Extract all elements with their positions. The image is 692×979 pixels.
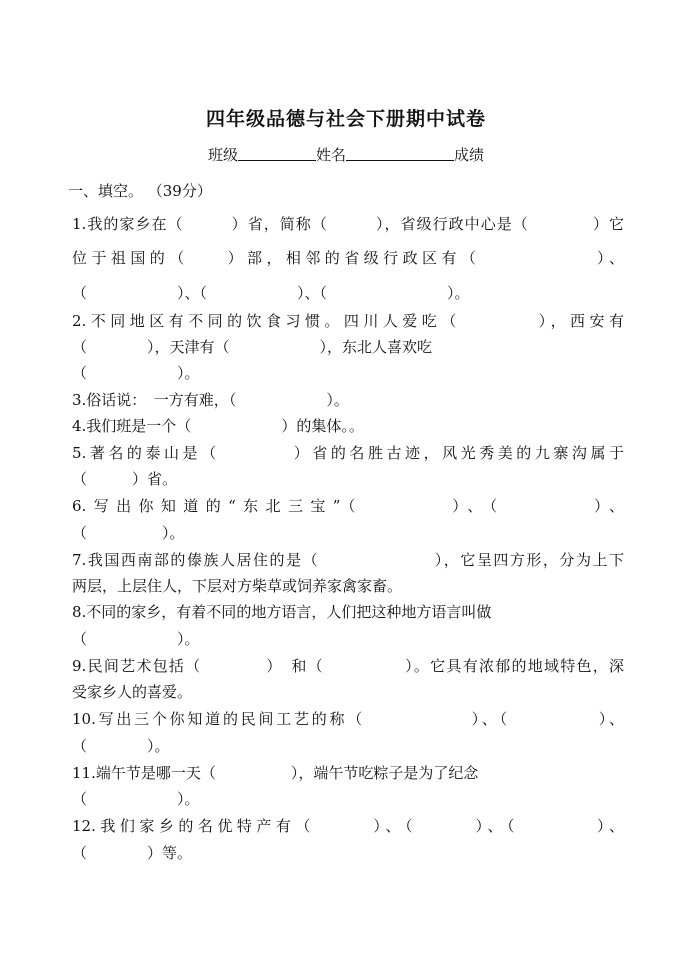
section-heading: 一、填空。 （39分）: [68, 182, 212, 200]
question-line: 1.我的家乡在（ ）省，简称（ ），省级行政中心是（ ）它: [72, 215, 624, 233]
name-label: 姓名: [315, 146, 346, 164]
question-line: 12.我们家乡的名优特产有（ ）、（ ）、（ ）、: [72, 817, 624, 835]
question-line: （ ）。: [72, 790, 200, 808]
question-line: 9.民间艺术包括（ ） 和（ ）。它具有浓郁的地域特色，深: [72, 657, 624, 675]
question-line: 6.写出你知道的“东北三宝”（ ）、（ ）、: [72, 497, 624, 515]
score-label: 成绩: [454, 146, 485, 164]
question-line: （ ）。: [72, 630, 200, 648]
question-line: 10.写出三个你知道的民间工艺的称（ ）、（ ）、: [72, 710, 624, 728]
name-blank[interactable]: [346, 146, 454, 161]
question-line: （ ）。: [72, 737, 170, 755]
question-line: （ ）、（ ）、（ ）。: [72, 284, 470, 302]
question-line: （ ）。: [72, 364, 200, 382]
question-line: （ ）等。: [72, 844, 193, 862]
question-line: 受家乡人的喜爱。: [72, 683, 193, 701]
question-line: 11.端午节是哪一天（ ），端午节吃粽子是为了纪念: [72, 764, 479, 782]
exam-title: 四年级品德与社会下册期中试卷: [205, 108, 486, 130]
question-line: 7.我国西南部的傣族人居住的是（ ），它呈四方形，分为上下: [72, 551, 624, 569]
question-line: （ ）省。: [72, 470, 178, 488]
question-line: 位于祖国的（ ）部，相邻的省级行政区有（ ）、: [72, 249, 624, 267]
student-info-row: [0, 144, 692, 165]
question-line: （ ），天津有（ ），东北人喜欢吃: [72, 338, 433, 356]
question-line: 4.我们班是一个（ ）的集体。。: [72, 417, 364, 435]
class-blank[interactable]: [238, 146, 316, 161]
question-line: 两层，上层住人，下层对方柴草或饲养家禽家畜。: [72, 577, 403, 595]
class-label: 班级: [207, 146, 238, 164]
question-line: （ ）。: [72, 524, 185, 542]
question-line: 8.不同的家乡，有着不同的地方语言，人们把这种地方语言叫做: [72, 603, 492, 621]
question-line: 3.俗话说： 一方有难，（ ）。: [72, 391, 349, 409]
question-line: 2.不同地区有不同的饮食习惯。四川人爱吃（ ），西安有: [72, 312, 624, 330]
question-line: 5.著名的泰山是（ ）省的名胜古迹，风光秀美的九寨沟属于: [72, 444, 624, 462]
